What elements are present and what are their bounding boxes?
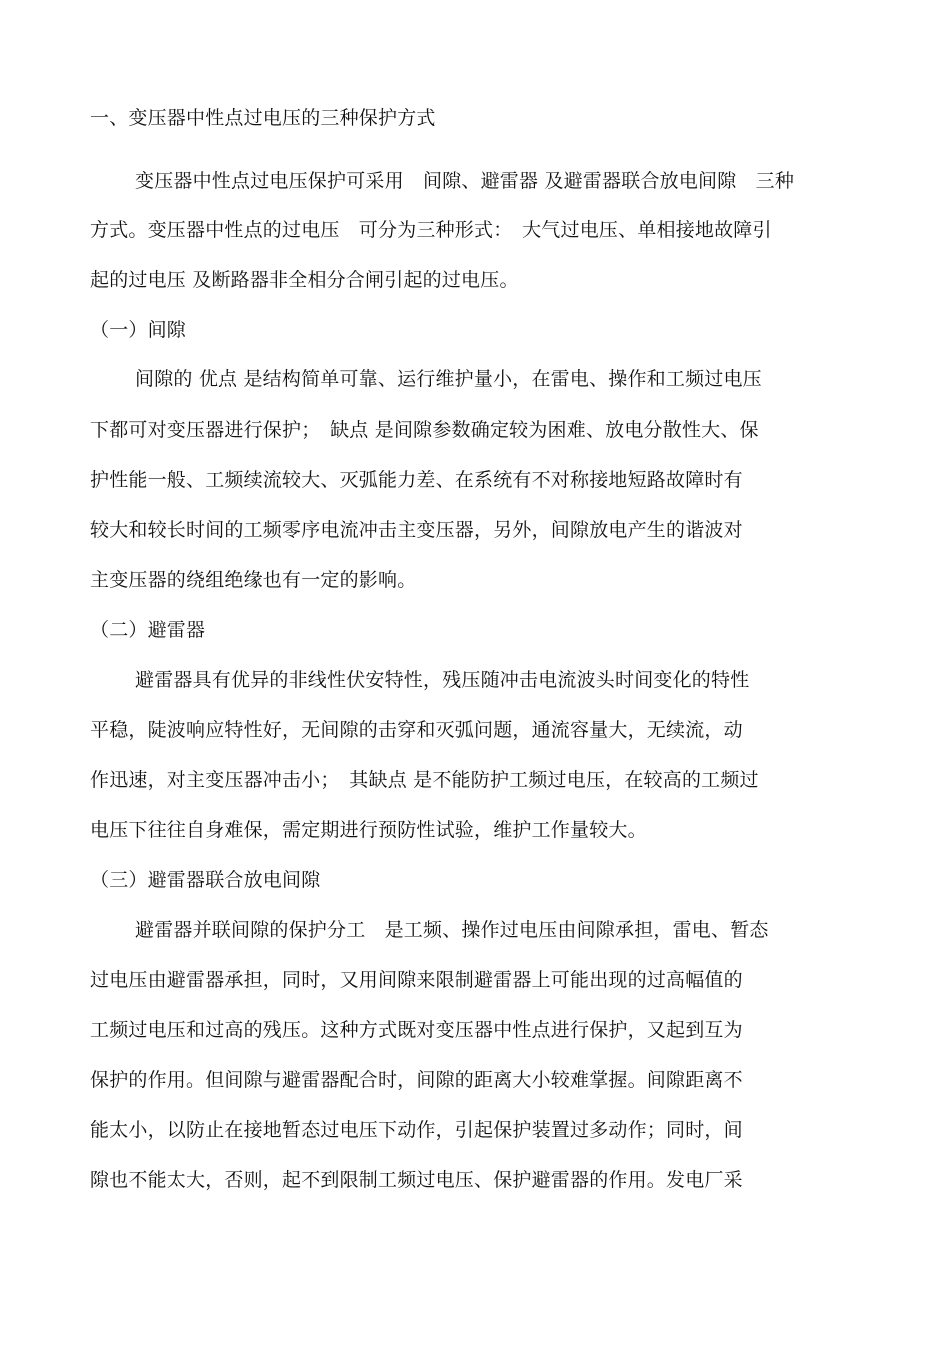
paragraph-line: 方式。变压器中性点的过电压 可分为三种形式： 大气过电压、单相接地故障引	[90, 219, 772, 241]
paragraph-line: 下都可对变压器进行保护； 缺点 是间隙参数确定较为困难、放电分散性大、保	[90, 419, 759, 441]
subsection-heading-gap: （一）间隙	[90, 319, 187, 341]
paragraph-line: 能太小，以防止在接地暂态过电压下动作，引起保护装置过多动作；同时，间	[90, 1119, 743, 1141]
subsection-heading-arrester: （二）避雷器	[90, 619, 206, 641]
paragraph-line: 隙也不能太大，否则，起不到限制工频过电压、保护避雷器的作用。发电厂采	[90, 1169, 743, 1191]
paragraph-line: 避雷器并联间隙的保护分工 是工频、操作过电压由间隙承担，雷电、暂态	[135, 919, 769, 941]
paragraph-line: 主变压器的绕组绝缘也有一定的影响。	[90, 569, 417, 591]
paragraph-line: 变压器中性点过电压保护可采用 间隙、避雷器 及避雷器联合放电间隙 三种	[135, 170, 795, 192]
paragraph-line: 起的过电压 及断路器非全相分合闸引起的过电压。	[90, 269, 519, 291]
paragraph-line: 工频过电压和过高的残压。这种方式既对变压器中性点进行保护，又起到互为	[90, 1019, 743, 1041]
paragraph-line: 间隙的 优点 是结构简单可靠、运行维护量小，在雷电、操作和工频过电压	[135, 368, 762, 390]
paragraph-line: 保护的作用。但间隙与避雷器配合时，间隙的距离大小较难掌握。间隙距离不	[90, 1069, 743, 1091]
subsection-heading-combined: （三）避雷器联合放电间隙	[90, 869, 321, 891]
paragraph-line: 电压下往往自身难保，需定期进行预防性试验，维护工作量较大。	[90, 819, 647, 841]
paragraph-line: 较大和较长时间的工频零序电流冲击主变压器，另外，间隙放电产生的谐波对	[90, 519, 743, 541]
paragraph-line: 护性能一般、工频续流较大、灭弧能力差、在系统有不对称接地短路故障时有	[90, 469, 743, 491]
section-heading: 一、变压器中性点过电压的三种保护方式	[90, 107, 436, 129]
paragraph-line: 平稳，陡波响应特性好，无间隙的击穿和灭弧问题，通流容量大，无续流，动	[90, 719, 743, 741]
paragraph-line: 避雷器具有优异的非线性伏安特性，残压随冲击电流波头时间变化的特性	[135, 669, 750, 691]
paragraph-line: 过电压由避雷器承担，同时，又用间隙来限制避雷器上可能出现的过高幅值的	[90, 969, 743, 991]
paragraph-line: 作迅速，对主变压器冲击小； 其缺点 是不能防护工频过电压，在较高的工频过	[90, 769, 759, 791]
